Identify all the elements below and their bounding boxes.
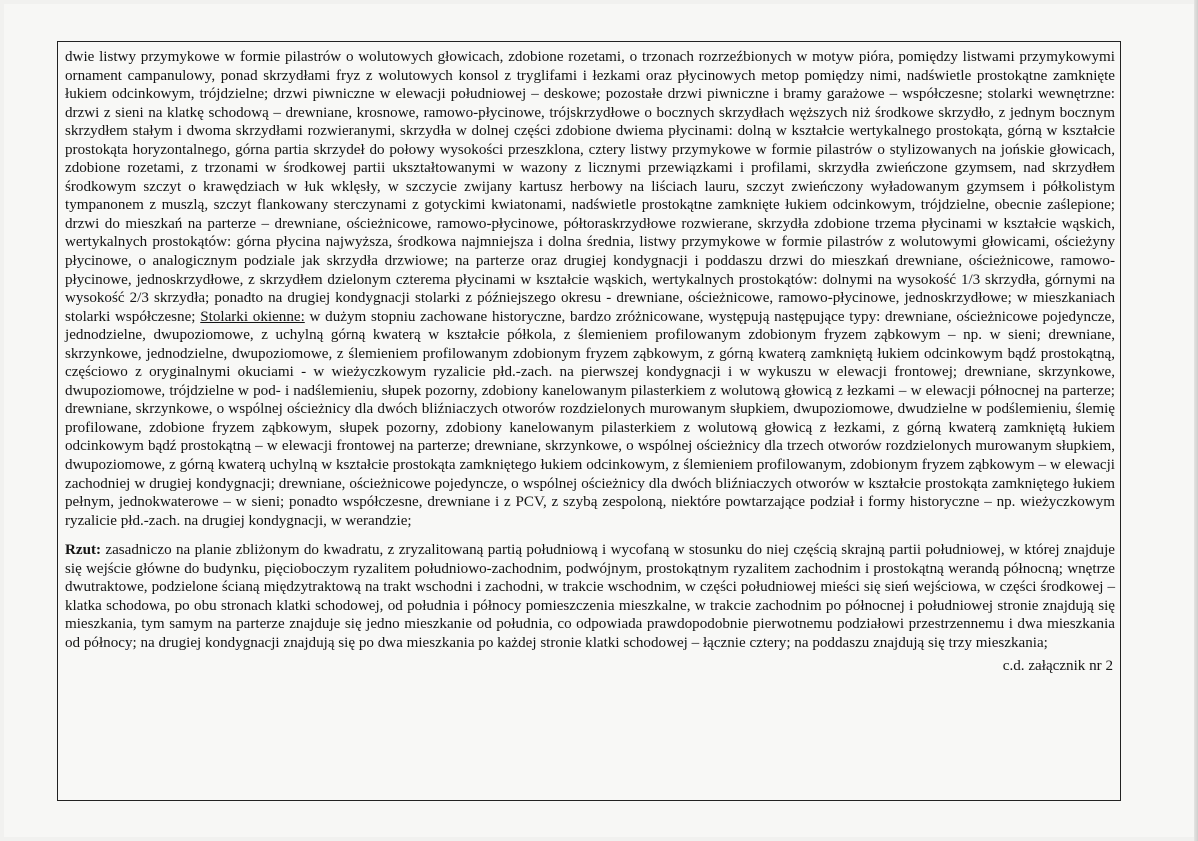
windows-section-heading: Stolarki okienne: <box>200 308 305 325</box>
windows-section-text: w dużym stopniu zachowane historyczne, bardzo zróżnicowane, występują następujące typy: drewniane, ościeżnicowe pojedyncze, jednodzielne, dwupoziomowe, z uchylną górną kwaterą w kształcie półkola, z ślemieniem profilowanym zdobionym fryzem ząbkowym – np. w sieni; drewniane, skrzynkowe, jednodzielne, dwupoziomowe, z ślemieniem profilowanym zdobionym fryzem ząbkowym, z górną kwaterą zamkniętą łukiem odcinkowym bądź prostokątną, częściowo z oryginalnymi okuciami - w wieżyczkowym ryzalicie płd.-zach. na pierwszej kondygnacji i w wykuszu w elewacji frontowej; drewniane, skrzynkowe, dwupoziomowe, trójdzielne w pod- i nadślemieniu, słupek pozorny, zdobiony kanelowanym pilasterkiem z wolutową głowicą z łezkami – w elewacji północnej na parterze; drewniane, skrzynkowe, o wspólnej ościeżnicy dla dwóch bliźniaczych otworów rozdzielonych murowanym słupkiem, dwupoziomowe, dwudzielne w podślemieniu, ślemię profilowane, zdobione fryzem ząbkowym, słupek pozorny, zdobiony kanelowanym pilasterkiem z wolutową głowicą z łezkami, z górną kwaterą zamkniętą łukiem odcinkowym bądź prostokątną – w elewacji frontowej na parterze; drewniane, skrzynkowe, o wspólnej ościeżnicy dla trzech otworów rozdzielonych murowanym słupkiem, dwupoziomowe, z górną kwaterą uchylną w kształcie prostokąta zamkniętego łukiem odcinkowym, z ślemieniem profilowanym, zdobionym fryzem ząbkowym – w elewacji zachodniej w drugiej kondygnacji; drewniane, ościeżnicowe pojedyncze, o wspólnej ościeżnicy dla dwóch bliźniaczych otworów w kształcie prostokąta zamkniętego łukiem pełnym, jednokwaterowe – w sieni; ponadto współczesne, drewniane i z PCV, z szybą zespoloną, niektóre powtarzające podział i formy historyczne – np. wieżyczkowym ryzalicie płd.-zach. na drugiej kondygnacji, w werandzie; <box>65 308 1115 529</box>
scan-edge <box>1194 0 1198 841</box>
scanned-page <box>4 4 1194 837</box>
text-frame <box>57 41 1121 801</box>
body-text-block-1 <box>65 48 1115 530</box>
body-text-block-2 <box>65 541 1115 652</box>
plan-section-heading: Rzut: <box>65 542 102 559</box>
plan-section-text: zasadniczo na planie zbliżonym do kwadratu, z zryzalitowaną partią południową i wycofaną w stosunku do niej częścią skrajną partii południowej, w której znajduje się wejście główne do budynku, pięcioboczym ryzalitem południowo-zachodnim, podwójnym, prostokątnym ryzalitem zachodnim i prostokątną werandą północną; wnętrze dwutraktowe, podzielone ścianą międzytraktową na trakt wschodni i zachodni, w trakcie wschodnim, w części południowej mieści się sień wejściowa, w części środkowej – klatka schodowa, po obu stronach klatki schodowej, od południa i północy pomieszczenia mieszkalne, w trakcie zachodnim po północnej i południowej stronie znajdują się mieszkania, tym samym na parterze znajduje się jedno mieszkanie od południa, co odpowiada prawdopodobnie pierwotnemu podziałowi przestrzennemu i dwa mieszkania od północy; na drugiej kondygnacji znajdują się po dwa mieszkania po każdej stronie klatki schodowej – łącznie cztery; na poddaszu znajdują się trzy mieszkania; <box>65 542 1115 651</box>
description-continued-text: dwie listwy przymykowe w formie pilastrów o wolutowych głowicach, zdobione rozetami, o trzonach rozrzeźbionych w motyw pióra, pomiędzy listwami przymykowymi ornament campanulowy, ponad skrzydłami fryz z wolutowych konsol z tryglifami i łezkami oraz płycinowych metop pomiędzy nimi, nadświetle prostokątne zamknięte łukiem odcinkowym, trójdzielne; drzwi piwniczne w elewacji południowej – deskowe; pozostałe drzwi piwniczne i bramy garażowe – współczesne; stolarki wewnętrzne: drzwi z sieni na klatkę schodową – drewniane, krosnowe, ramowo-płycinowe, trójskrzydłowe o bocznych skrzydłach węższych niż środkowe skrzydło, z jednym bocznym skrzydłem stałym i dwoma skrzydłami rozwieranymi, skrzydła w dolnej części zdobione dwiema płycinami: dolną w kształcie wertykalnego prostokąta, górną w kształcie prostokąta horyzontalnego, górna partia skrzydeł do połowy wysokości przeszklona, cztery listwy przymykowe w formie pilastrów o stylizowanych na jońskie głowicach, zdobione rozetami, z trzonami w środkowej partii ukształtowanymi w wazony z licznymi przewiązkami i profilami, skrzydła zwieńczone gzymsem, nad skrzydłem środkowym szczyt o krawędziach w łuk wklęsły, w szczycie zwijany kartusz herbowy na liściach lauru, szczyt zwieńczony wyładowanym gzymsem i półkolistym tympanonem z muszlą, szczyt flankowany sterczynami z gotyckimi kwiatonami, nadświetle prostokątne zamknięte łukiem odcinkowym, trójdzielne, obecnie zaślepione; drzwi do mieszkań na parterze – drewniane, ościeżnicowe, ramowo-płycinowe, półtoraskrzydłowe rozwierane, skrzydła zdobione trzema płycinami w kształcie wąskich, wertykalnych prostokątów: górna płycina najwyższa, środkowa najmniejsza i dolna średnia, listwy przymykowe w formie pilastrów z wolutowymi głowicami, ościeżyny płycinowe, o analogicznym podziale jak skrzydła drzwiowe; na parterze oraz drugiej kondygnacji i poddaszu drzwi do mieszkań drewniane, ościeżnicowe, ramowo-płycinowe, jednoskrzydłowe, z skrzydłem dzielonym czterema płycinami w kształcie wąskich, wertykalnych prostokątów: dolnymi na wysokość 1/3 skrzydła, górnymi na wysokość 2/3 skrzydła; ponadto na drugiej kondygnacji stolarki z późniejszego okresu - drewniane, ościeżnicowe, ramowo-płycinowe, jednoskrzydłowe; w mieszkaniach stolarki współczesne; <box>65 49 1115 325</box>
continuation-note: c.d. załącznik nr 2 <box>1002 657 1113 674</box>
